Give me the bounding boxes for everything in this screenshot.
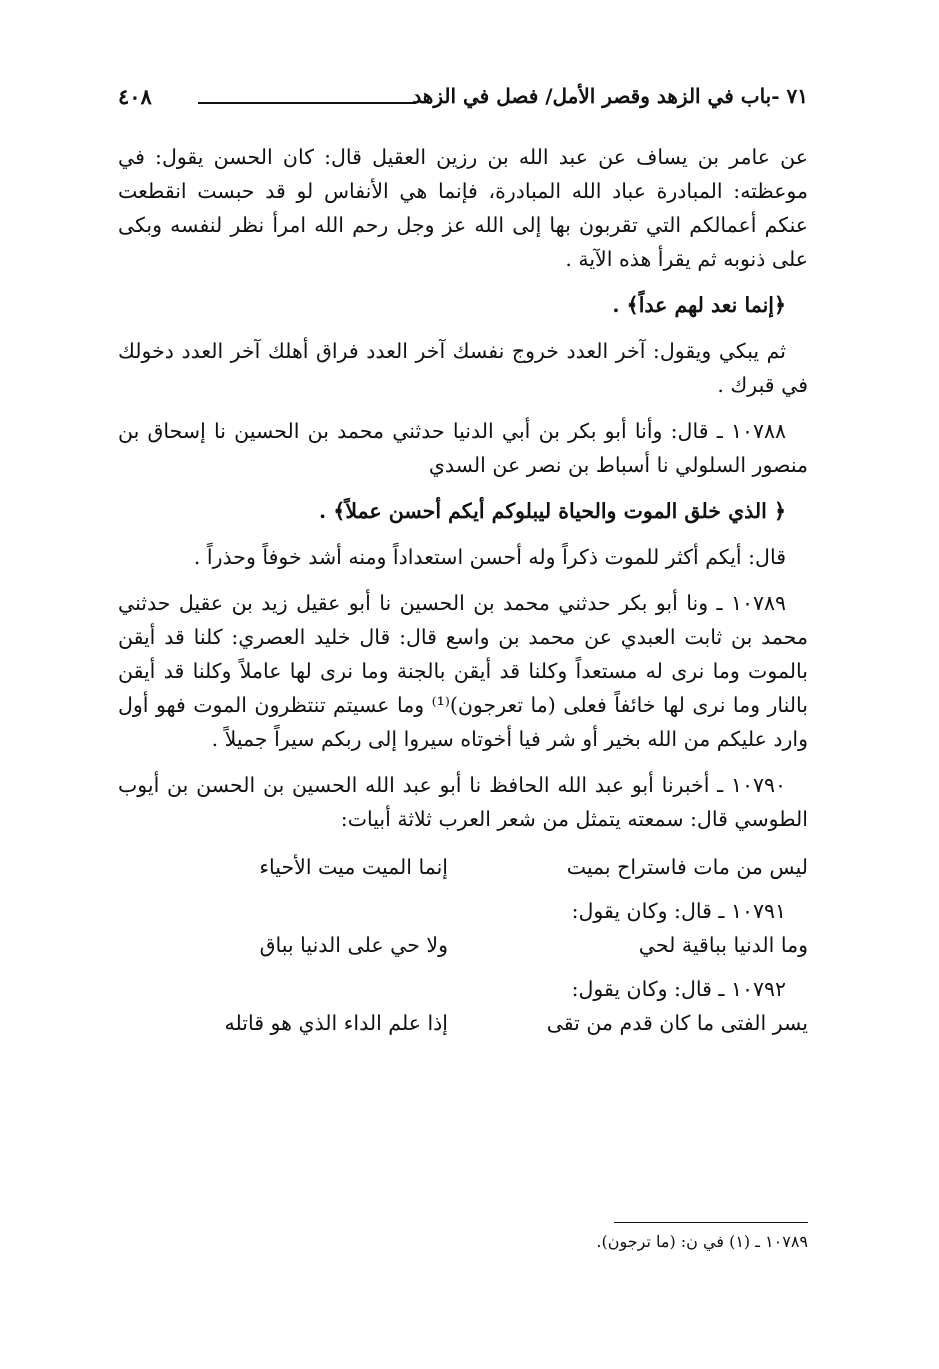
paragraph-2: ثم يبكي ويقول: آخر العدد خروج نفسك آخر العدد فراق أهلك آخر العدد دخولك في قبرك . <box>118 339 808 397</box>
verse-2-second-hemistich: ولا حي على الدنيا بباق <box>259 933 448 957</box>
quran-verse-1: ﴿إنما نعد لهم عداً﴾ . <box>612 293 786 317</box>
poem-verse-2 <box>118 928 808 962</box>
chapter-title: ٧١ -باب في الزهد وقصر الأمل/ فصل في الزهد <box>412 84 808 108</box>
paragraph-4: قال: أيكم أكثر للموت ذكراً وله أحسن استعداداً ومنه أشد خوفاً وحذراً . <box>193 545 786 569</box>
verse-3-second-hemistich: إذا علم الداء الذي هو قاتله <box>224 1011 448 1035</box>
header-rule <box>198 102 416 104</box>
verse-3-first-hemistich: يسر الفتى ما كان قدم من تقى <box>546 1011 808 1035</box>
paragraph-1: عن عامر بن يساف عن عبد الله بن رزين العقيل قال: كان الحسن يقول: في موعظته: المبادرة عباد الله المبادرة، فإنما هي الأنفاس لو قد حبست انقطعت عنكم أعمالكم التي تقربون بها إلى الله عز وجل رحم الله امرأ نظر لنفسه وبكى على ذنوبه ثم يقرأ هذه الآية . <box>118 145 808 271</box>
main-text <box>118 140 808 1050</box>
hadith-10791-intro: ١٠٧٩١ ـ قال: وكان يقول: <box>571 899 786 923</box>
verse-1-second-hemistich: إنما الميت ميت الأحياء <box>259 855 448 879</box>
page-number: ٤٠٨ <box>118 84 152 109</box>
footnote: ١٠٧٨٩ ـ (١) في ن: (ما ترجون). <box>596 1232 808 1251</box>
quran-verse-2: ﴿ الذي خلق الموت والحياة ليبلوكم أيكم أحسن عملاً﴾ . <box>319 499 786 523</box>
running-header <box>118 84 808 118</box>
verse-1-first-hemistich: ليس من مات فاستراح بميت <box>566 855 808 879</box>
poem-verse-3 <box>118 1006 808 1040</box>
hadith-10788: ١٠٧٨٨ ـ قال: وأنا أبو بكر بن أبي الدنيا حدثني محمد بن الحسين نا إسحاق بن منصور السلولي نا أسباط بن نصر عن السدي <box>118 419 808 477</box>
hadith-10792-intro: ١٠٧٩٢ ـ قال: وكان يقول: <box>571 977 786 1001</box>
poem-verse-1 <box>118 850 808 884</box>
hadith-10789: ١٠٧٨٩ ـ ونا أبو بكر حدثني محمد بن الحسين نا أبو عقيل زيد بن عقيل حدثني محمد بن ثابت العبدي عن محمد بن واسع قال: قال خليد العصري: كلنا قد أيقن بالموت وما نرى له مستعداً وكلنا قد أيقن بالجنة وما نرى لها عاملاً وكلنا قد أيقن بالنار وما نرى لها خائفاً فعلى (ما تعرجون)⁽¹⁾ وما عسيتم تنتظرون الموت فهو أول وارد عليكم من الله بخير أو شر فيا أخوتاه سيروا إلى ربكم سيراً جميلاً . <box>118 591 808 751</box>
verse-2-first-hemistich: وما الدنيا بباقية لحي <box>638 933 808 957</box>
footnote-rule <box>614 1222 808 1223</box>
hadith-10790: ١٠٧٩٠ ـ أخبرنا أبو عبد الله الحافظ نا أبو عبد الله الحسين بن الحسن بن أيوب الطوسي قال: سمعته يتمثل من شعر العرب ثلاثة أبيات: <box>118 773 808 831</box>
